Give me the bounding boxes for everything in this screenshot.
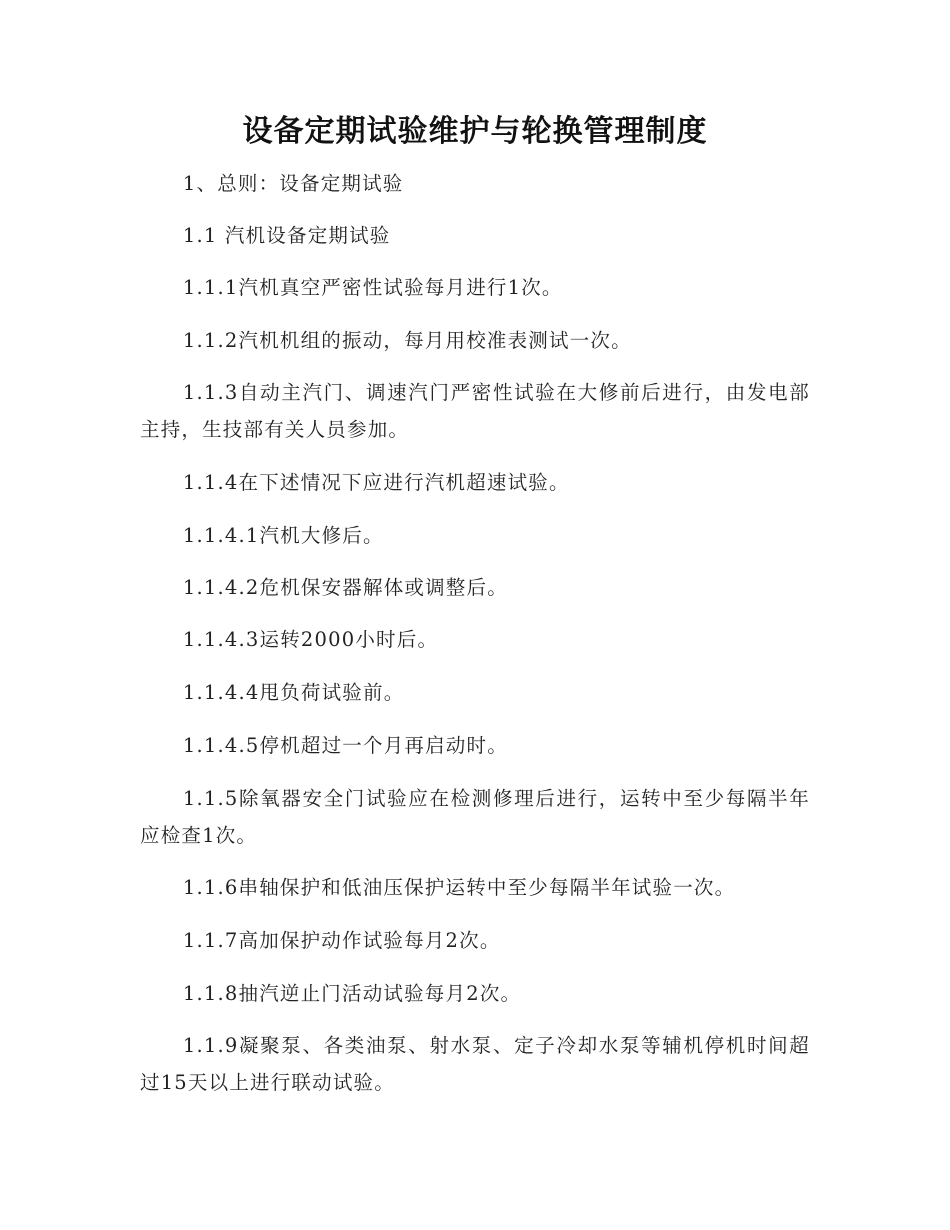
paragraph-1-1-8: 1.1.8抽汽逆止门活动试验每月2次。 bbox=[182, 982, 522, 1005]
paragraph-1-1: 1.1 汽机设备定期试验 bbox=[182, 224, 391, 247]
paragraph-1-1-3: 1.1.3自动主汽门、调速汽门严密性试验在大修前后进行，由发电部主持，生技部有关人员参加。 bbox=[140, 381, 810, 441]
paragraph-1-1-1: 1.1.1汽机真空严密性试验每月进行1次。 bbox=[182, 276, 563, 299]
paragraph-1-1-6: 1.1.6串轴保护和低油压保护运转中至少每隔半年试验一次。 bbox=[182, 876, 736, 899]
paragraph-1-1-4-1: 1.1.4.1汽机大修后。 bbox=[182, 524, 384, 547]
paragraph-1-1-7: 1.1.7高加保护动作试验每月2次。 bbox=[182, 929, 501, 952]
paragraph-general: 1、总则：设备定期试验 bbox=[182, 172, 404, 195]
paragraph-1-1-4-2: 1.1.4.2危机保安器解体或调整后。 bbox=[182, 576, 508, 599]
paragraph-1-1-4-3: 1.1.4.3运转2000小时后。 bbox=[182, 628, 439, 651]
paragraph-1-1-9: 1.1.9凝聚泵、各类油泵、射水泵、定子冷却水泵等辅机停机时间超过15天以上进行联动试验。 bbox=[140, 1034, 810, 1094]
paragraph-1-1-4: 1.1.4在下述情况下应进行汽机超速试验。 bbox=[182, 471, 570, 494]
paragraph-1-1-2: 1.1.2汽机机组的振动，每月用校准表测试一次。 bbox=[182, 329, 632, 352]
paragraph-1-1-4-5: 1.1.4.5停机超过一个月再启动时。 bbox=[182, 734, 508, 757]
paragraph-1-1-4-4: 1.1.4.4甩负荷试验前。 bbox=[182, 681, 405, 704]
document-title: 设备定期试验维护与轮换管理制度 bbox=[242, 114, 708, 149]
paragraph-1-1-5: 1.1.5除氧器安全门试验应在检测修理后进行，运转中至少每隔半年应检查1次。 bbox=[140, 787, 810, 847]
